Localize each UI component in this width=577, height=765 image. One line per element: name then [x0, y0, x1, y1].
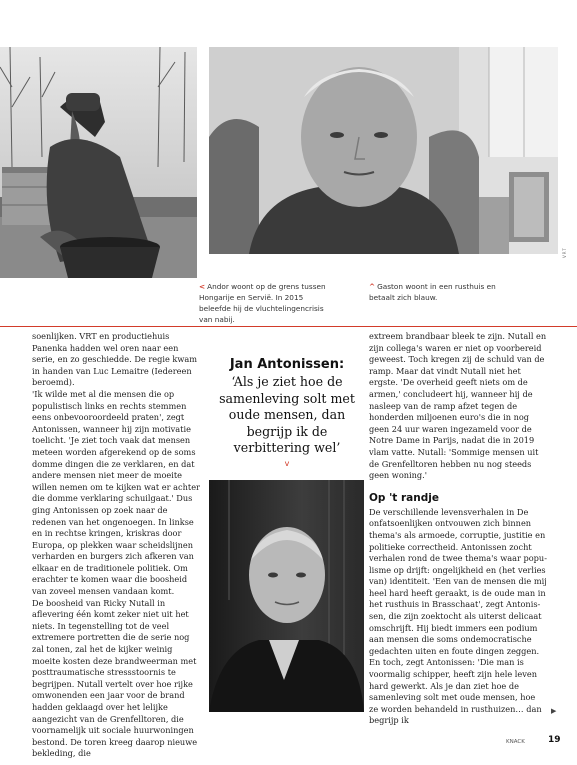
caption-arrow-up: ^: [369, 282, 376, 291]
photo-gaston-portrait: [209, 47, 558, 254]
pull-quote-speaker: Jan Antonissen:: [229, 357, 345, 372]
pull-quote-text: ‘Als je ziet hoe de samenleving solt met oude mensen, dan begrijp ik de verbittering wel’: [219, 374, 355, 455]
body-paragraph: soenlijken. VRT en productiehuis Panenka hadden wel oren naar een serie, en zo geschiedde. De regie kwam in handen van Luc Lemaitre (Iedereen beroemd).: [32, 331, 198, 388]
body-paragraph: 'Ik wilde met al die mensen die op populistisch links en rechts stemmen eens onbevooroordeeld praten', zegt Antonissen, wanneer hij zijn motivatie toelicht. 'Je ziet toch vaak dat mensen meteen worden afgerekend op de soms domme dingen die ze verklaren, en dat andere mensen niet meer de moeite willen nemen om te kijken wat er achter die domme verklaring schuilgaat.' Dus ging Antonissen op zoek naar de redenen van het ongenoegen. In linkse en in rechtse kringen, kriskras door Europa, op plekken waar scheidslijnen verharden en burgers zich afkeren van elkaar en de traditionele politiek. Om erachter te komen waar die boosheid van zoveel mensen vandaan komt.: [32, 388, 200, 597]
photo-credit: VRT: [562, 247, 567, 258]
caption-andor: [199, 281, 337, 325]
section-divider: [0, 326, 577, 327]
caption-andor-text: Andor woont op de grens tussen Hongarije en Servië. In 2015 beleefde hij de vluchtelingencrisis van nabij.: [199, 282, 326, 324]
caption-gaston-text: Gaston woont in een rusthuis en betaalt zich blauw.: [369, 282, 496, 302]
body-paragraph: extreem brandbaar bleek te zijn. Nutall en zijn collega's waren er niet op voorbereid geweest. Toch kregen zij de schuld van de ramp. Maar dat vindt Nutall niet het ergste. 'De overheid geeft niets om de armen,' concludeert hij, wanneer hij de nasleep van de ramp afzet tegen de honderden miljoenen euro's die in nog geen 24 uur waren ingezameld voor de Notre Dame in Parijs, nadat die in 2019 vlam vatte. Nutall: 'Sommige mensen uit de Grenfelltoren hebben nu nog steeds geen woning.': [369, 331, 547, 481]
subheading-text: Op 't randje: [369, 491, 439, 504]
continue-arrow-icon: ▶: [551, 707, 557, 715]
caption-arrow-left: <: [199, 282, 206, 291]
pull-quote-marker: v: [284, 458, 290, 468]
page-number: 19: [548, 735, 561, 745]
body-column-left: [32, 331, 202, 760]
pull-quote: [214, 357, 360, 468]
magazine-name: KNACK: [506, 739, 525, 745]
section-subheading: [369, 491, 547, 505]
body-paragraph: De boosheid van Ricky Nutall in aflevering één komt zeker niet uit het niets. In tegenstelling tot de veel extremere portretten die de serie nog zal tonen, zal het de kijker weinig moeite kosten deze brandweerman met posttraumatische stressstoornis te begrijpen. Nutall vertelt over hoe rijke omwonenden een jaar voor de brand hadden geklaagd over het lelijke aangezicht van de Grenfelltoren, die voornamelijk uit sociale huurwoningen bestond. De toren kreeg daarop nieuwe bekleding, die: [32, 597, 198, 759]
body-column-right: [369, 331, 547, 727]
body-paragraph: De verschillende levensverhalen in De onfatsoenlijken ontvouwen zich binnen thema's als armoede, corruptie, justitie en politieke correctheid. Antonissen zocht verhalen rond de twee thema's waar populisme op drijft: ongelijkheid en (het verlies van) identiteit. 'Een van de mensen die mij heel hard heeft geraakt, is de oude man in het rusthuis in Brasschaat', zegt Antonissen, die zijn zoektocht als uiterst delicaat omschrijft. Hij biedt immers een podium aan mensen die soms ondemocratische gedachten uiten en foute dingen zeggen. En toch, zegt Antonissen: 'Die man is voormalig schipper, heeft zijn hele leven hard gewerkt. Als je dan ziet hoe de samenleving solt met oude mensen, hoe ze worden behandeld in rusthuizen… dan begrijp ik: [369, 506, 547, 726]
photo-jan-antonissen: [209, 480, 364, 712]
photo-andor-gardening: [0, 47, 197, 278]
caption-gaston: [369, 281, 499, 303]
